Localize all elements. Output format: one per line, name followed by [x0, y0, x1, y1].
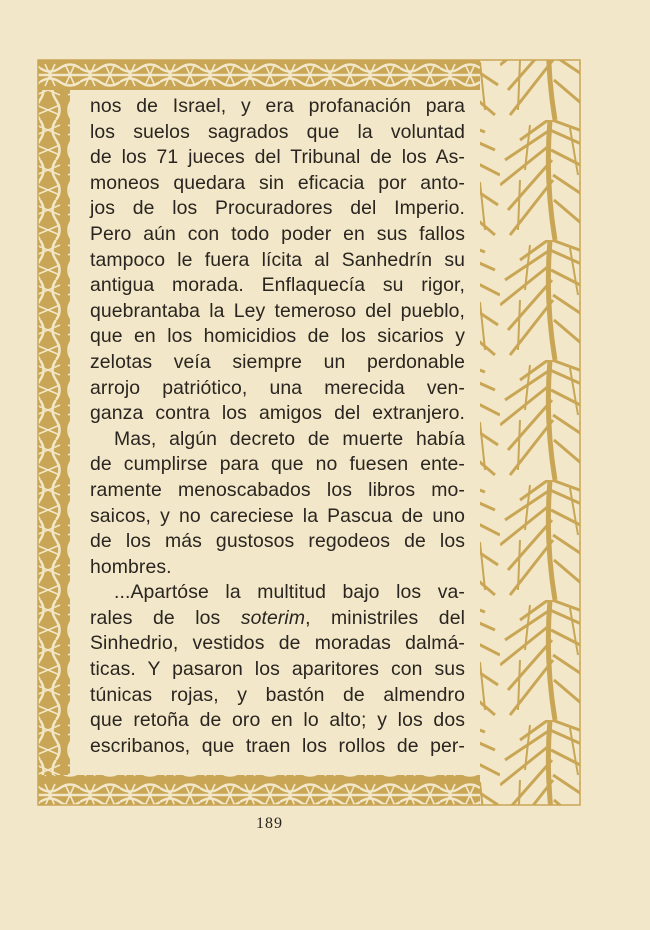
text-line: jos de los Procuradores del Imperio.: [90, 197, 465, 220]
text-line: que retoña de oro en lo alto; y los dos: [90, 709, 465, 732]
text-span: , ministriles del: [305, 606, 465, 629]
left-border-band: [38, 90, 70, 775]
text-line: [90, 606, 465, 632]
right-palm-panel: [480, 60, 580, 805]
text-line: de los 71 jueces del Tribunal de los As-: [90, 146, 465, 169]
text-line: Mas, algún decreto de muerte había: [114, 427, 465, 450]
body-text: [90, 94, 465, 759]
text-line: antigua morada. Enflaquecía su rigor,: [90, 274, 465, 297]
italic-term: soterim: [240, 606, 306, 629]
text-line: los suelos sagrados que la voluntad: [90, 120, 465, 143]
text-line: de cumplirse para que no fuesen ente-: [90, 453, 465, 476]
text-line: ...Apartóse la multitud bajo los va-: [114, 581, 465, 604]
text-line: arrojo patriótico, una merecida ven-: [90, 376, 465, 399]
top-border-band: [38, 60, 480, 90]
text-line: Sinhedrio, vestidos de moradas dalmá-: [90, 632, 465, 655]
text-line: hombres.: [90, 555, 172, 578]
text-line: quebrantaba la Ley temeroso del pueblo,: [90, 299, 465, 322]
bottom-border-band: [38, 775, 480, 805]
text-line: ramente menoscabados los libros mo-: [90, 478, 465, 501]
text-line: Pero aún con todo poder en sus fallos: [90, 222, 465, 245]
text-line: ganza contra los amigos del extranjero.: [90, 402, 465, 425]
text-line: que en los homicidios de los sicarios y: [90, 325, 465, 348]
text-line: moneos quedara sin eficacia por anto-: [90, 171, 465, 194]
text-line: de los más gustosos regodeos de los: [90, 530, 465, 553]
text-span: rales de los: [90, 606, 221, 629]
text-line: túnicas rojas, y bastón de almendro: [90, 683, 465, 706]
text-line: nos de Israel, y era profanación para: [90, 95, 465, 117]
text-line: ticas. Y pasaron los aparitores con sus: [90, 658, 465, 681]
page-number: 189: [256, 815, 283, 832]
text-line: saicos, y no careciese la Pascua de uno: [90, 504, 465, 527]
text-line: escribanos, que traen los rollos de per-: [90, 734, 465, 757]
text-line: zelotas veía siempre un perdonable: [90, 350, 465, 373]
text-line: tampoco le fuera lícita al Sanhedrín su: [90, 248, 465, 271]
